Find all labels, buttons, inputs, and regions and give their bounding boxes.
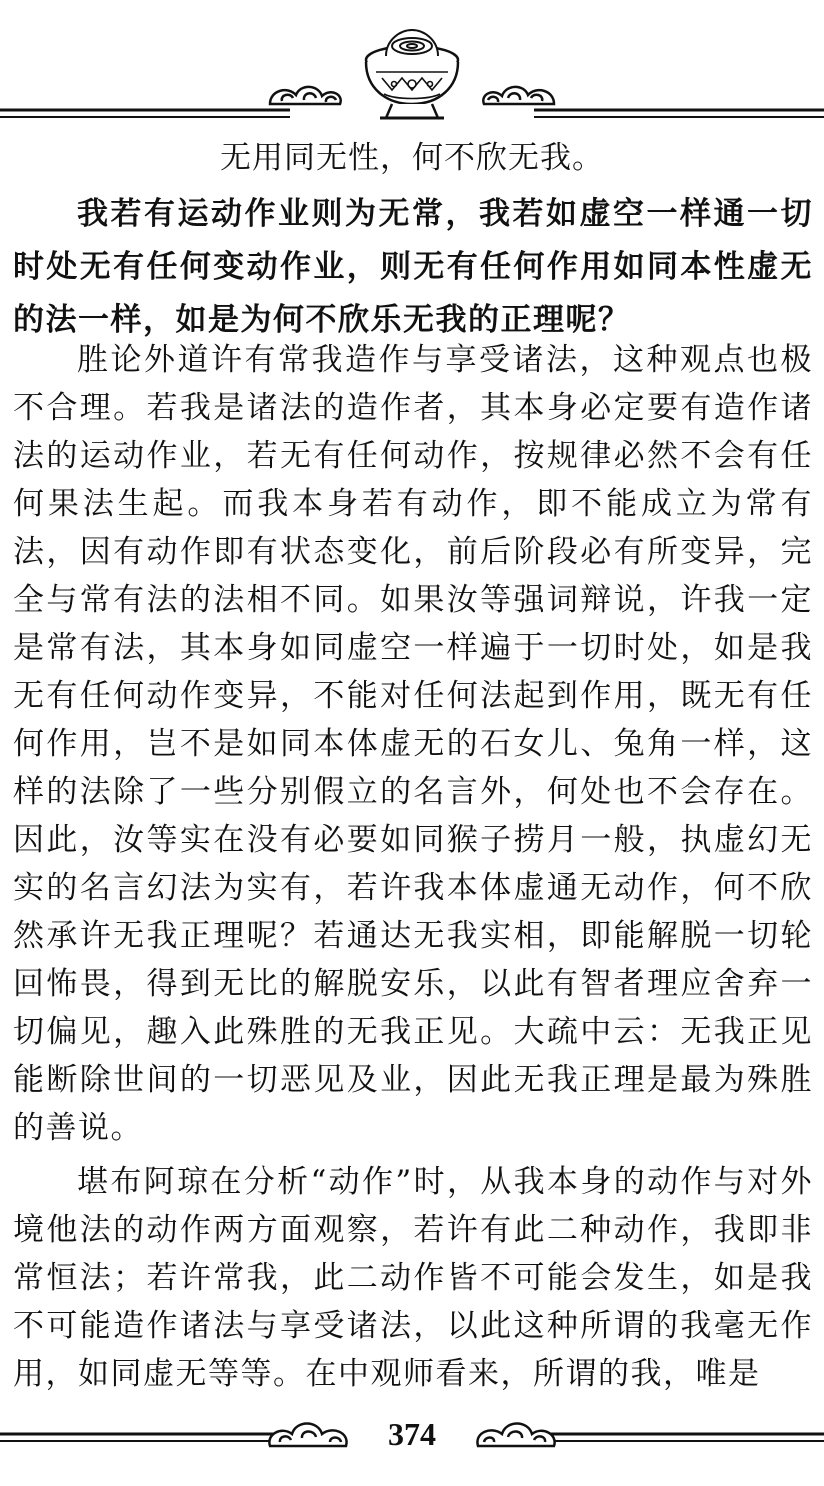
analysis-section	[13, 1158, 813, 1398]
page-number: 374	[388, 1416, 436, 1452]
commentary-paragraph: 我若有运动作业则为无常，我若如虚空一样通一切时处无有任何变动作业，则无有任何作用如同本性虚无的法一样，如是为何不欣乐无我的正理呢？	[13, 196, 813, 338]
root-verse: 无用同无性，何不欣无我。	[220, 140, 604, 176]
explanation-section	[13, 336, 813, 1152]
analysis-paragraph: 堪布阿琼在分析“动作”时，从我本身的动作与对外境他法的动作两方面观察，若许有此二种动作，我即非常恒法；若许常我，此二动作皆不可能会发生，如是我不可能造作诸法与享受诸法，以此这种所谓的我毫无作用，如同虚无等等。在中观师看来，所谓的我，唯是	[13, 1164, 813, 1392]
header-ornament	[0, 0, 824, 130]
lotus-bowl-icon	[0, 0, 824, 130]
explanation-paragraph: 胜论外道许有常我造作与享受诸法，这种观点也极不合理。若我是诸法的造作者，其本身必定要有造作诸法的运动作业，若无有任何动作，按规律必然不会有任何果法生起。而我本身若有动作，即不能成立为常有法，因有动作即有状态变化，前后阶段必有所变异，完全与常有法的法相不同。如果汝等强词辩说，许我一定是常有法，其本身如同虚空一样遍于一切时处，如是我无有任何动作变异，不能对任何法起到作用，既无有任何作用，岂不是如同本体虚无的石女儿、兔角一样，这样的法除了一些分别假立的名言外，何处也不会存在。因此，汝等实在没有必要如同猴子捞月一般，执虚幻无实的名言幻法为实有，若许我本体虚通无动作，何不欣然承许无我正理呢？若通达无我实相，即能解脱一切轮回怖畏，得到无比的解脱安乐，以此有智者理应舍弃一切偏见，趣入此殊胜的无我正见。大疏中云：无我正见能断除世间的一切恶见及业，因此无我正理是最为殊胜的善说。	[13, 342, 813, 1146]
verse-commentary	[13, 188, 813, 347]
